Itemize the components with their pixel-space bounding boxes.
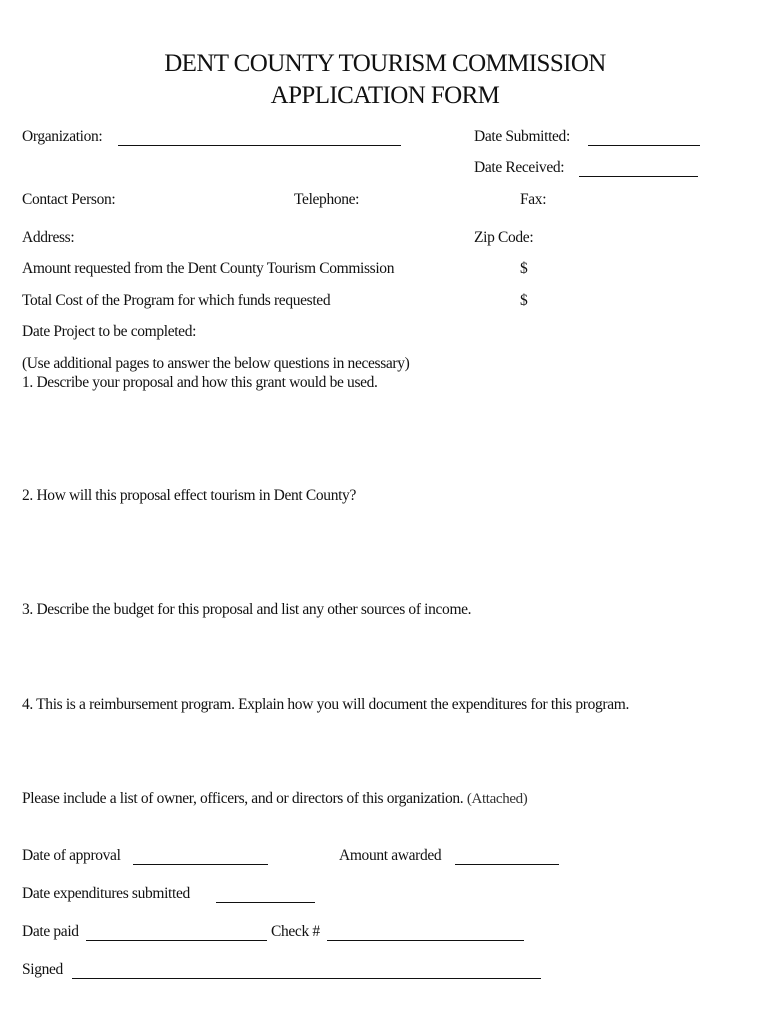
question-4: 4. This is a reimbursement program. Explain how you will document the expenditures for this program.	[22, 696, 629, 713]
check-number-field[interactable]	[327, 927, 524, 941]
include-list-text	[22, 790, 527, 808]
date-submitted-label: Date Submitted:	[474, 128, 570, 145]
date-paid-label: Date paid	[22, 923, 79, 940]
fax-label: Fax:	[520, 191, 547, 208]
date-of-approval-label: Date of approval	[22, 847, 121, 864]
amount-awarded-label: Amount awarded	[339, 847, 442, 864]
date-received-field[interactable]	[579, 163, 698, 177]
zip-code-label: Zip Code:	[474, 229, 534, 246]
amount-requested-label: Amount requested from the Dent County Tourism Commission	[22, 260, 395, 277]
question-2: 2. How will this proposal effect tourism in Dent County?	[22, 487, 356, 504]
date-submitted-field[interactable]	[588, 132, 700, 146]
amount-requested-dollar: $	[520, 260, 528, 277]
address-label: Address:	[22, 229, 75, 246]
signed-label: Signed	[22, 961, 63, 978]
date-expenditures-label: Date expenditures submitted	[22, 885, 190, 902]
attached-note: (Attached)	[466, 791, 528, 807]
organization-label: Organization:	[22, 128, 103, 145]
amount-awarded-field[interactable]	[455, 851, 559, 865]
signature-field[interactable]	[72, 965, 541, 979]
contact-person-label: Contact Person:	[22, 191, 116, 208]
organization-field[interactable]	[118, 132, 401, 146]
total-cost-dollar: $	[520, 292, 528, 309]
date-project-label: Date Project to be completed:	[22, 323, 197, 340]
form-title: DENT COUNTY TOURISM COMMISSION	[164, 50, 606, 77]
question-3: 3. Describe the budget for this proposal and list any other sources of income.	[22, 601, 472, 618]
include-list-instruction: Please include a list of owner, officers, and or directors of this organization.	[22, 790, 464, 807]
telephone-label: Telephone:	[294, 191, 360, 208]
form-subtitle: APPLICATION FORM	[270, 82, 500, 109]
check-number-label: Check #	[271, 923, 320, 940]
questions-note: (Use additional pages to answer the below questions in necessary)	[22, 355, 410, 372]
question-1: 1. Describe your proposal and how this grant would be used.	[22, 374, 378, 391]
date-paid-field[interactable]	[86, 927, 267, 941]
date-expenditures-field[interactable]	[216, 889, 315, 903]
date-received-label: Date Received:	[474, 159, 565, 176]
date-of-approval-field[interactable]	[133, 851, 268, 865]
total-cost-label: Total Cost of the Program for which funds requested	[22, 292, 331, 309]
